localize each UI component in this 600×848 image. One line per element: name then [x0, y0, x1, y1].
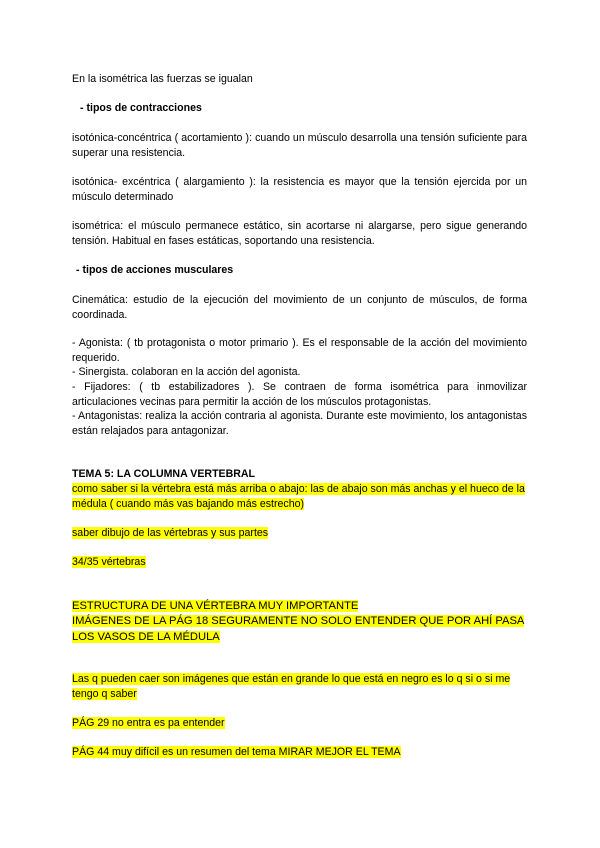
heading-tipos-contracciones: - tipos de contracciones	[80, 102, 202, 114]
highlight-vertebra-note	[72, 482, 527, 512]
highlighted-text: 34/35 vértebras	[72, 556, 146, 568]
paragraph-fijadores: - Fijadores: ( tb estabilizadores ). Se contraen de forma isométrica para inmovilizar articulaciones vecinas para permitir la acción de los músculos protagonistas.	[72, 381, 527, 408]
tema-title: TEMA 5: LA COLUMNA VERTEBRAL	[72, 468, 256, 480]
paragraph-isotonica-excentrica: isotónica- excéntrica ( alargamiento ): la resistencia es mayor que la tensión ejercida por un músculo determinado	[72, 176, 527, 203]
highlight-imagenes-note	[72, 614, 527, 645]
paragraph-isotonica-concentrica: isotónica-concéntrica ( acortamiento ): cuando un músculo desarrolla una tensión suficiente para superar una resistencia.	[72, 132, 527, 159]
highlight-estructura-note	[72, 599, 527, 615]
highlight-dibujo-note	[72, 526, 527, 541]
highlighted-text: PÁG 44 muy difícil es un resumen del tema MIRAR MEJOR EL TEMA	[72, 746, 401, 758]
paragraph-agonista: - Agonista: ( tb protagonista o motor primario ). Es el responsable de la acción del movimiento requerido.	[72, 337, 527, 364]
heading-tipos-acciones: - tipos de acciones musculares	[76, 264, 234, 276]
highlighted-text: como saber si la vértebra está más arriba o abajo: las de abajo son más anchas y el hueco de la médula ( cuando más vas bajando más estrecho)	[72, 483, 525, 510]
highlight-count-note	[72, 555, 527, 570]
highlighted-text: PÁG 29 no entra es pa entender	[72, 717, 225, 729]
intro-line: En la isométrica las fuerzas se igualan	[72, 73, 253, 85]
highlighted-text: ESTRUCTURA DE UNA VÉRTEBRA MUY IMPORTANTE	[72, 600, 359, 612]
highlight-pag44-note	[72, 745, 527, 760]
highlight-caer-note	[72, 672, 527, 702]
paragraph-sinergista: - Sinergista. colaboran en la acción del agonista.	[72, 366, 301, 378]
paragraph-cinematica: Cinemática: estudio de la ejecución del movimiento de un conjunto de músculos, de forma coordinada.	[72, 294, 527, 321]
highlighted-text: IMÁGENES DE LA PÁG 18 SEGURAMENTE NO SOLO ENTENDER QUE POR AHÍ PASA LOS VASOS DE LA MÉDULA	[72, 615, 525, 643]
highlighted-text: saber dibujo de las vértebras y sus partes	[72, 527, 269, 539]
paragraph-antagonistas: - Antagonistas: realiza la acción contraria al agonista. Durante este movimiento, los antagonistas están relajados para antagonizar.	[72, 410, 527, 437]
highlight-pag29-note	[72, 716, 527, 731]
paragraph-isometrica: isométrica: el músculo permanece estático, sin acortarse ni alargarse, pero sigue generando tensión. Habitual en fases estáticas, soportando una resistencia.	[72, 220, 527, 247]
highlighted-text: Las q pueden caer son imágenes que están en grande lo que está en negro es lo q si o si me tengo q saber	[72, 673, 511, 700]
